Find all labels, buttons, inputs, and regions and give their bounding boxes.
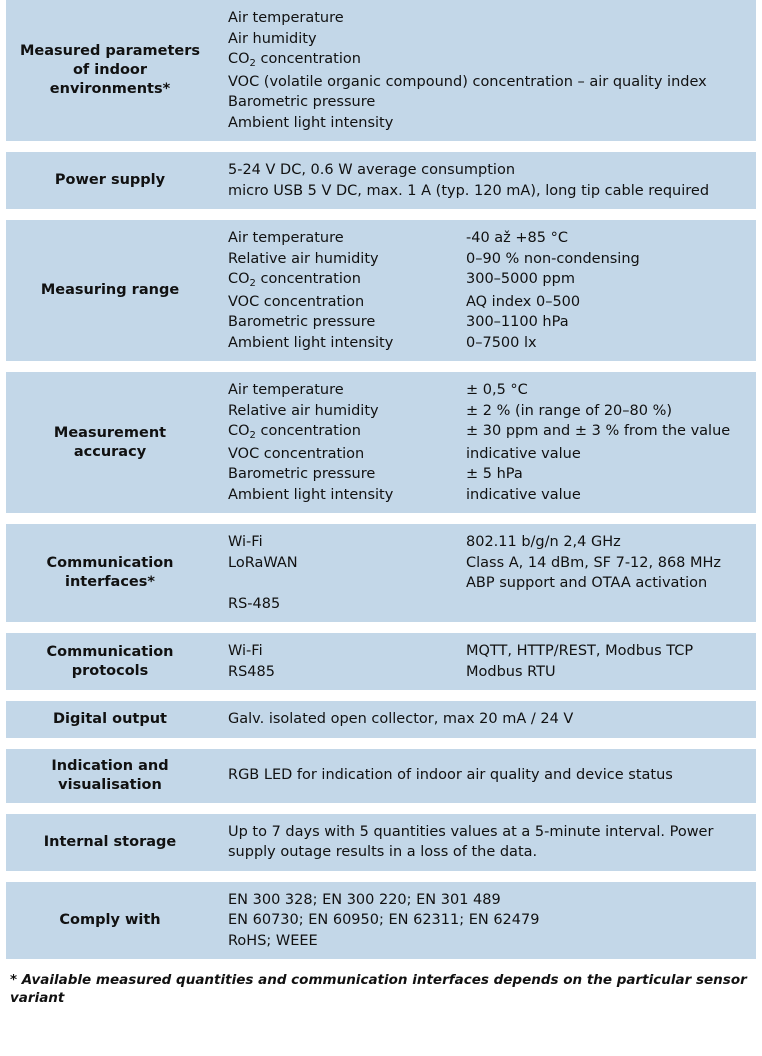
table-row-spacer xyxy=(6,738,756,749)
value-pair xyxy=(228,292,750,313)
table-row xyxy=(6,524,756,622)
value-pair-value: ± 2 % (in range of 20–80 %) xyxy=(466,402,673,419)
value-pair xyxy=(228,312,750,333)
row-value xyxy=(214,814,756,871)
row-label xyxy=(6,524,214,622)
specification-table-body xyxy=(6,0,756,959)
table-row-spacer xyxy=(6,513,756,524)
value-pair-value: AQ index 0–500 xyxy=(466,293,581,310)
row-label-line: of indoor xyxy=(72,62,148,78)
row-value xyxy=(214,633,756,690)
table-row xyxy=(6,814,756,871)
table-row xyxy=(6,372,756,513)
value-pair-key: Ambient light intensity xyxy=(228,334,394,351)
value-pair-key: Barometric pressure xyxy=(228,314,376,330)
table-row-spacer-cell xyxy=(6,871,756,882)
row-label-line: Comply with xyxy=(59,911,161,928)
value-pair-value: 300–5000 ppm xyxy=(466,271,575,287)
row-label xyxy=(6,701,214,738)
value-line: Galv. isolated open collector, max 20 mA / 24 V xyxy=(228,711,574,727)
value-pair xyxy=(228,464,750,485)
value-pair xyxy=(228,573,750,594)
value-pair-key: RS-485 xyxy=(228,595,281,612)
value-pair xyxy=(228,553,750,574)
value-line: $CO_2$ concentration xyxy=(228,51,361,69)
row-label-line: Internal storage xyxy=(43,833,177,850)
row-label xyxy=(6,152,214,209)
value-pair-key: Air temperature xyxy=(228,230,344,246)
row-value xyxy=(214,749,756,803)
value-pair-key: RS485 xyxy=(228,663,275,680)
table-row xyxy=(6,633,756,690)
row-value xyxy=(214,701,756,738)
row-label-line: Communication xyxy=(46,643,174,660)
value-line: Ambient light intensity xyxy=(228,114,394,131)
row-value xyxy=(214,220,756,361)
value-pair-key: Barometric pressure xyxy=(228,466,376,482)
row-label-line: interfaces* xyxy=(65,574,155,590)
value-pair-key: VOC concentration xyxy=(228,445,365,462)
value-pair-key: $CO_2$ concentration xyxy=(228,271,361,289)
row-label xyxy=(6,0,214,141)
table-row-spacer-cell xyxy=(6,622,756,633)
table-row-spacer-cell xyxy=(6,361,756,372)
row-label-line: Power supply xyxy=(54,172,166,188)
value-line: RoHS; WEEE xyxy=(228,932,318,949)
row-value xyxy=(214,372,756,513)
value-pair-key: Wi-Fi xyxy=(228,643,263,659)
row-label xyxy=(6,220,214,361)
table-row-spacer-cell xyxy=(6,209,756,220)
table-row-spacer xyxy=(6,803,756,814)
row-value xyxy=(214,0,756,141)
table-row-spacer-cell xyxy=(6,513,756,524)
row-label xyxy=(6,882,214,960)
row-label-line: Indication and xyxy=(51,757,169,774)
value-pair-value: Class A, 14 dBm, SF 7-12, 868 MHz xyxy=(466,554,722,571)
row-value xyxy=(214,152,756,209)
table-row-spacer-cell xyxy=(6,738,756,749)
value-pair-value: 0–7500 lx xyxy=(466,334,537,351)
row-label-line: Measuring range xyxy=(40,282,180,298)
row-label-line: Communication xyxy=(46,555,174,571)
value-pair-key: $CO_2$ concentration xyxy=(228,423,361,441)
table-row-spacer xyxy=(6,871,756,882)
table-row xyxy=(6,701,756,738)
row-label-line: Digital output xyxy=(53,710,167,727)
value-line: EN 300 328; EN 300 220; EN 301 489 xyxy=(228,891,501,908)
value-pair xyxy=(228,641,750,662)
table-row-spacer xyxy=(6,361,756,372)
value-pair xyxy=(228,594,750,615)
value-line: Up to 7 days with 5 quantities values at a 5-minute interval. Power supply outage results in a loss of the data. xyxy=(228,823,714,860)
table-row-spacer-cell xyxy=(6,141,756,152)
value-pair xyxy=(228,401,750,422)
table-row xyxy=(6,749,756,803)
table-row xyxy=(6,220,756,361)
value-pair-value: ± 30 ppm and ± 3 % from the value xyxy=(466,423,731,439)
row-label xyxy=(6,372,214,513)
value-pair-value: 300–1100 hPa xyxy=(466,314,569,330)
value-pair xyxy=(228,228,750,249)
table-row-spacer xyxy=(6,690,756,701)
value-pair xyxy=(228,333,750,354)
value-pair xyxy=(228,380,750,401)
value-pair-value: 0–90 % non-condensing xyxy=(466,250,640,267)
table-row xyxy=(6,152,756,209)
row-label xyxy=(6,814,214,871)
value-line: 5-24 V DC, 0.6 W average consumption xyxy=(228,162,516,178)
value-line: Air humidity xyxy=(228,30,317,47)
value-pair xyxy=(228,662,750,683)
row-label-line: environments* xyxy=(49,81,171,97)
row-value xyxy=(214,524,756,622)
value-pair-value: ABP support and OTAA activation xyxy=(466,575,708,591)
value-pair-value: indicative value xyxy=(466,445,581,462)
value-pair-value: Modbus RTU xyxy=(466,663,556,680)
specification-table xyxy=(6,0,756,959)
value-line: EN 60730; EN 60950; EN 62311; EN 62479 xyxy=(228,912,540,928)
table-row-spacer xyxy=(6,209,756,220)
row-label-line: protocols xyxy=(71,662,149,679)
table-row-spacer xyxy=(6,141,756,152)
table-row-spacer xyxy=(6,622,756,633)
table-row-spacer-cell xyxy=(6,803,756,814)
value-pair xyxy=(228,485,750,506)
row-value xyxy=(214,882,756,960)
table-row xyxy=(6,0,756,141)
value-line: Air temperature xyxy=(228,10,344,26)
table-footnote: * Available measured quantities and communication interfaces depends on the particular sensor variant xyxy=(10,972,747,1006)
value-pair xyxy=(228,269,750,292)
value-pair-key: Ambient light intensity xyxy=(228,486,394,503)
value-pair xyxy=(228,532,750,553)
value-pair-value: indicative value xyxy=(466,486,581,503)
value-pair xyxy=(228,249,750,270)
value-pair-key: Relative air humidity xyxy=(228,250,379,267)
row-label-line: Measurement accuracy xyxy=(53,424,167,460)
value-pair-key: LoRaWAN xyxy=(228,554,298,571)
value-pair-value: ± 5 hPa xyxy=(466,466,523,482)
row-label xyxy=(6,633,214,690)
value-pair-key: Wi-Fi xyxy=(228,534,263,550)
table-row-spacer-cell xyxy=(6,690,756,701)
row-label xyxy=(6,749,214,803)
value-pair-value: 802.11 b/g/n 2,4 GHz xyxy=(466,534,621,550)
value-pair-value: ± 0,5 °C xyxy=(466,382,528,398)
value-line: VOC (volatile organic compound) concentration – air quality index xyxy=(228,73,707,90)
value-line: micro USB 5 V DC, max. 1 A (typ. 120 mA), long tip cable required xyxy=(228,182,710,199)
value-line: Barometric pressure xyxy=(228,94,376,110)
value-line: RGB LED for indication of indoor air quality and device status xyxy=(228,767,673,784)
value-pair-key: VOC concentration xyxy=(228,293,365,310)
value-pair xyxy=(228,444,750,465)
value-pair-value: MQTT, HTTP/REST, Modbus TCP xyxy=(466,643,694,659)
row-label-line: Measured parameters xyxy=(19,43,200,59)
row-label-line: visualisation xyxy=(58,776,162,793)
value-pair xyxy=(228,421,750,444)
value-pair-value: -40 až +85 °C xyxy=(466,230,568,246)
table-row xyxy=(6,882,756,960)
value-pair-key: Relative air humidity xyxy=(228,402,379,419)
value-pair-key: Air temperature xyxy=(228,382,344,398)
